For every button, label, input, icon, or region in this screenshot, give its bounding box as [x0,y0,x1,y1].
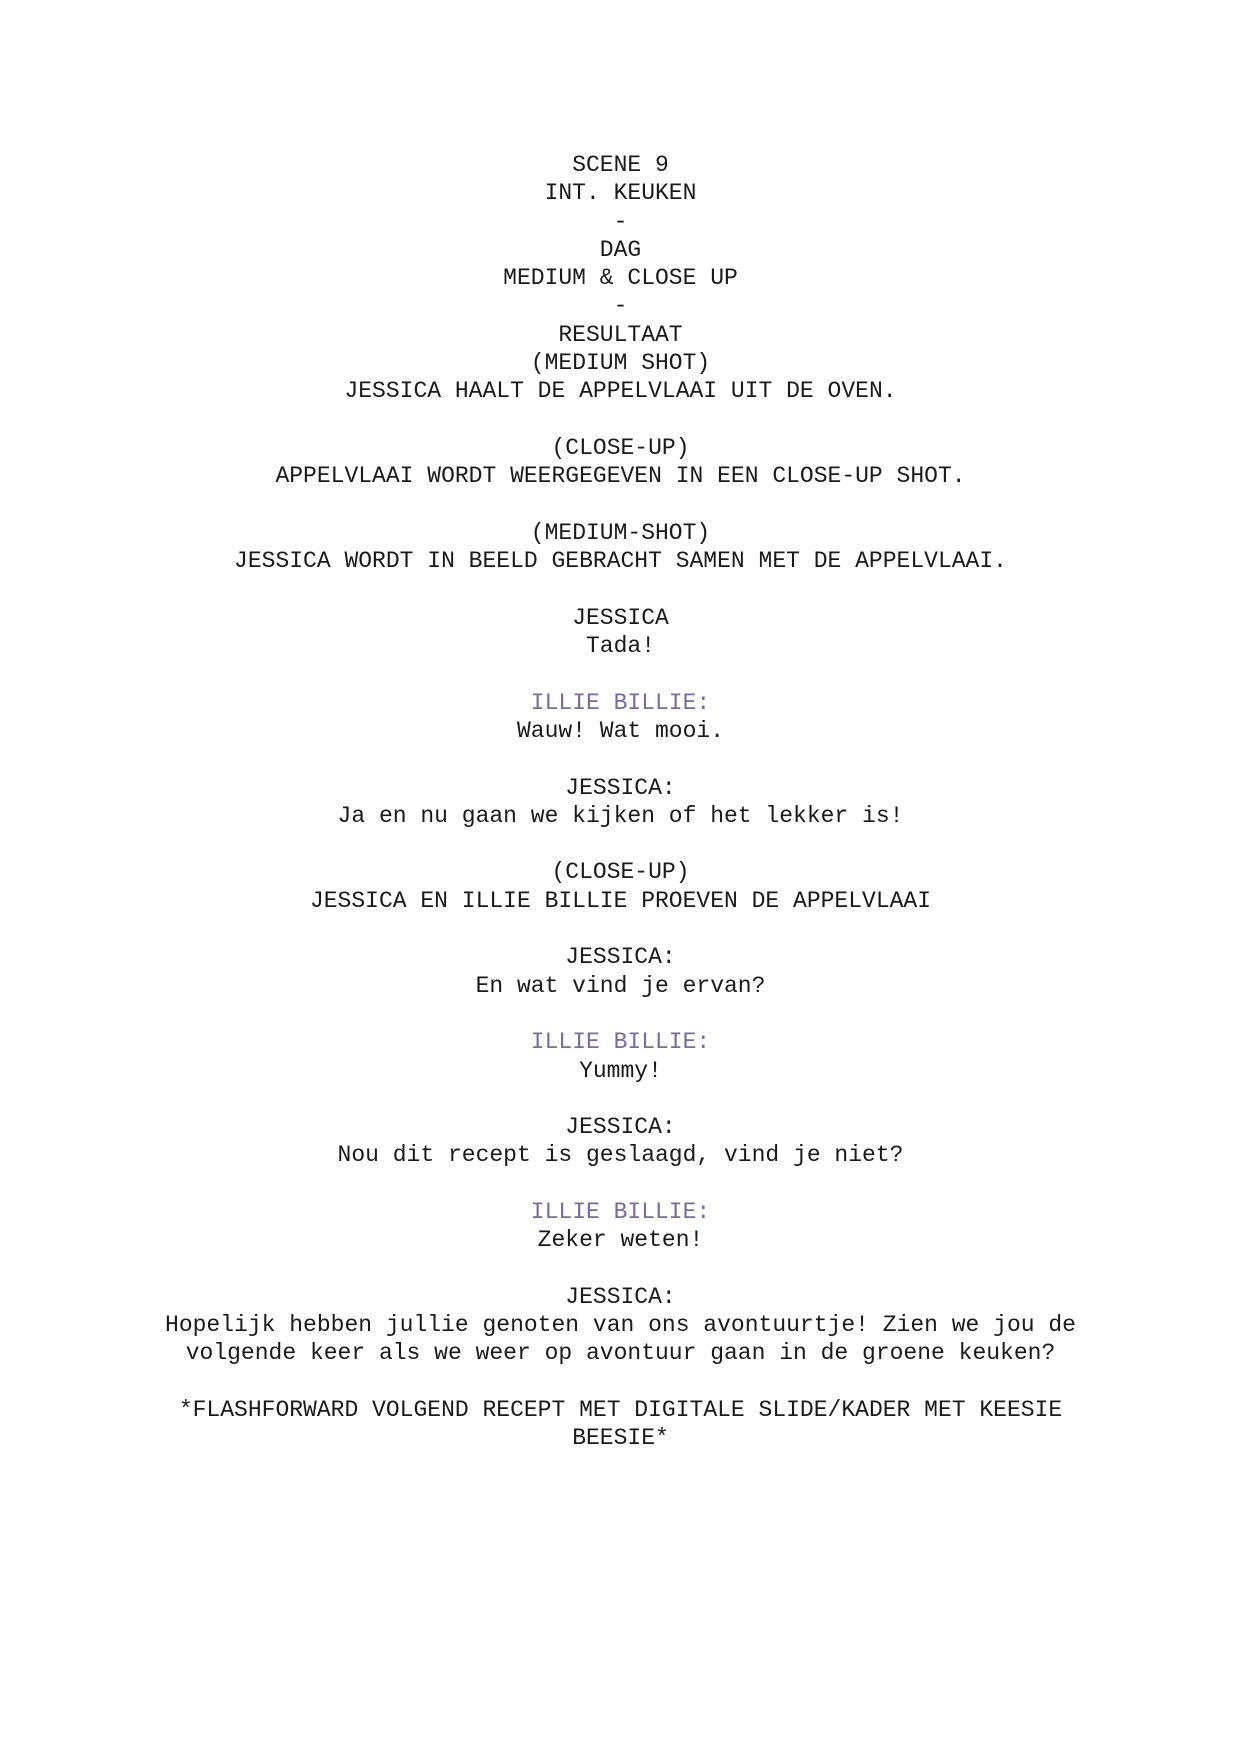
scene-time: DAG [599,236,642,263]
character-name: JESSICA: [565,944,676,971]
dialogue-text: Nou dit recept is geslaagd, vind je niet? [337,1142,904,1169]
scene-result: RESULTAAT [558,321,683,348]
shot-label: (MEDIUM SHOT) [530,350,711,377]
character-name: JESSICA [572,604,669,631]
scene-number: SCENE 9 [572,152,669,178]
dialogue-text: Zeker weten! [537,1227,704,1254]
action-text: JESSICA HAALT DE APPELVLAAI UIT DE OVEN. [344,378,897,405]
shot-label: (CLOSE-UP) [551,859,690,886]
dialogue-text: Yummy! [579,1057,662,1084]
character-name: ILLIE BILLIE: [530,1198,711,1225]
action-text: JESSICA EN ILLIE BILLIE PROEVEN DE APPELVLAAI [309,887,932,914]
character-name: JESSICA: [565,1283,676,1310]
action-text: JESSICA WORDT IN BEELD GEBRACHT SAMEN MET DE APPELVLAAI. [234,548,1007,575]
shot-label: (CLOSE-UP) [551,434,690,461]
scene-location: INT. KEUKEN [544,180,697,207]
shot-label: (MEDIUM-SHOT) [530,519,711,546]
dialogue-text: Tada! [585,633,655,660]
dialogue-text: Wauw! Wat mooi. [516,717,725,744]
character-name: ILLIE BILLIE: [530,1029,711,1056]
dialogue-text: Ja en nu gaan we kijken of het lekker is! [337,802,904,829]
shot-types: MEDIUM & CLOSE UP [503,265,738,292]
character-name: ILLIE BILLIE: [530,689,711,716]
separator-dash: - [613,293,628,320]
separator-dash: - [613,208,628,235]
character-name: JESSICA: [565,774,676,801]
action-text: APPELVLAAI WORDT WEERGEGEVEN IN EEN CLOSE-UP SHOT. [275,463,966,490]
character-name: JESSICA: [565,1114,676,1141]
dialogue-text: En wat vind je ervan? [475,972,766,999]
dialogue-text: Hopelijk hebben jullie genoten van ons avontuurtje! Zien we jou de volgende keer als we weer op avontuur gaan in de groene keuken? [165,1312,1076,1367]
footer-note: *FLASHFORWARD VOLGEND RECEPT MET DIGITALE SLIDE/KADER MET KEESIE BEESIE* [178,1397,1063,1452]
script-page [0,151,1241,1453]
